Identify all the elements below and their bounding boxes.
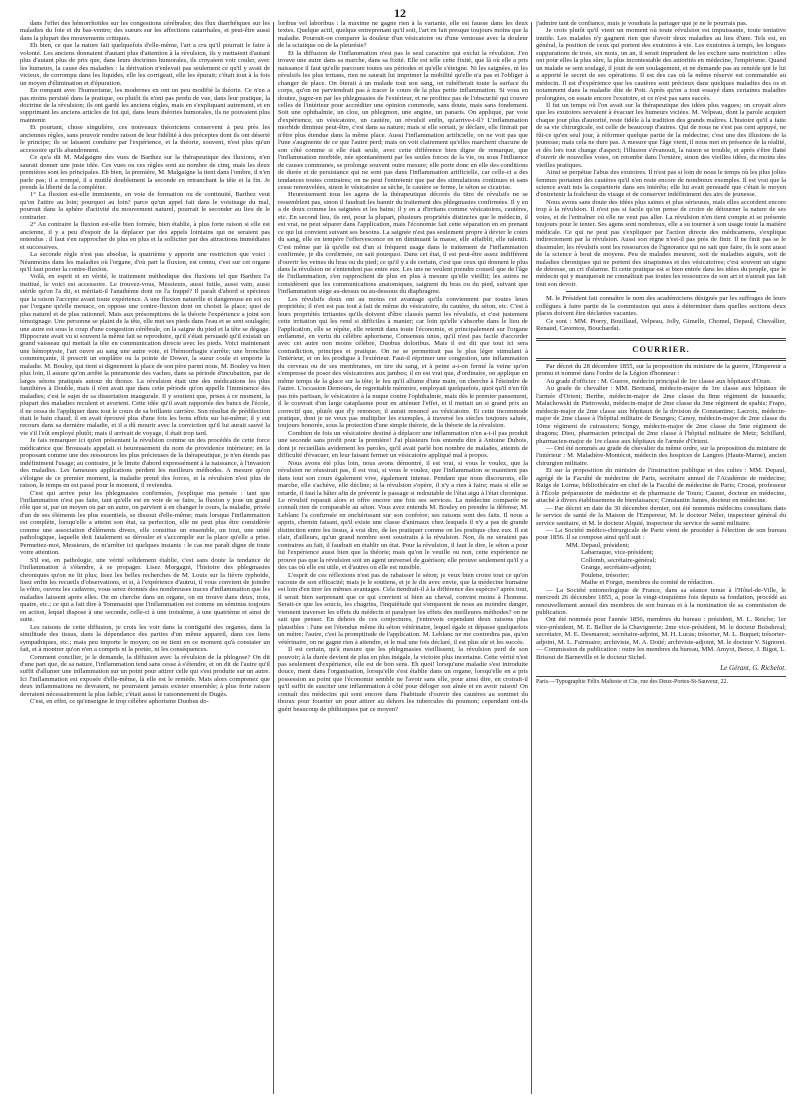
paragraph: Les révulsifs doux ont au moins cet avantage qu'ils conviennent par toutes leurs propriétés; il n'en est pas tout à fait de même du vésicatoire, du cautère, du séton, etc. C'est à leurs propriétés irritantes qu'ils doivent d'être classés parmi les révulsifs, et c'est justement cette irritation qui les rend si difficiles à manier; car loin qu'elle s'absorbe dans le lieu de l'application, elle se répète, elle retentit dans toute l'économie, et principalement sur l'organe enflammé, en vertu du célèbre aphorisme, Consensus unus, qu'il n'est pas facile d'accorder avec cet autre non moins célèbre, Duobus doloribus. Mais il est dit que tout ici sera contradiction, principes et pratique. On ne se permettrait pas le plus léger stimulant à l'intérieur, et on les prodigue à l'extérieur. Faut-il réprimer une congestion, une inflammation du cerveau ou de ses membranes, on tire du sang, et à peine a-t-on fermé la veine qu'on s'empresse de poser des vésicatoires aux jambes; il en est vrai que, d'ordinaire, on applique en même temps de la glace sur la tête; le feu qu'il allume d'une main, on cherche à l'éteindre de l'autre. L'occasion Demours, de regrettable mémoire, employait quelquefois, quoi qu'il n'en fût pas très partisan, le vésicatoire à la nuque contre l'ophthalmie, mais dès le premier pansement, il le couvrait d'un large cataplasme pour en atténuer l'effet, et il mettait un si grand prix au correctif que, plutôt que d'y renoncer, il aurait renoncé au vésicatoire. Et cette incommode pratique, dont je ne veux pas multiplier les exemples, à traversé les siècles toujours saluée, toujours honorée, sous la protection d'une simple théorie, de la théorie de la révulsion. <box>278 295 528 430</box>
page-number: 12 <box>394 6 406 20</box>
commission-members: Ce sont : MM. Piorry, Bouillaud, Velpeau, Jolly, Gimelle, Chomel, Depaul, Chevallier, Renaud, Caventou, Bouchardat. <box>536 317 786 333</box>
paragraph: j'admire tant de confiance, mais je voudrais la partager que je ne le pourrais pas. <box>536 20 748 27</box>
paragraph: S'il est, en pathologie, une vérité solidement établie, c'est sans doute la tendance de l'inflammation à s'étendre, à se propager. Lisez Morgagni, l'histoire des phlegmasies chroniques qu'on ne lit plus; lisez les belles recherches de M. Louis sur la fièvre typhoïde, lisez enfin les recueils d'observations, et si, à l'expérience d'autrui, il vous convient de joindre la vôtre, ouvrez les cadavres, vous serez étonnés des nombreuses traces d'inflammation que les maladies laissent après elles. On en cherche dans un organe, on en trouve dans deux, trois, quatre, etc.; ce qui a fait dire à Tommasini que l'inflammation est comme un séminus toujours en action, lequel dispose à une seconde, celle-ci à une troisième, à une quatrième et ainsi de suite. <box>20 556 270 624</box>
paragraph: Au grade d'officier : M. Guerre, médecin principal de 1re classe aux hôpitaux d'Oran. <box>546 377 772 385</box>
gerant-signature: Le Gérant, G. Richelot. <box>720 664 786 673</box>
bureau-member: Poulene, trésorier; <box>581 571 630 579</box>
paragraph: Les raisons de cette diffusion, je crois les voir dans la contiguïté des organes, dans la similitude des tissus, dans la dépendance des parties d'un même appareil, dans ces liens sympathiques, etc.; mais peu importe le moyen; on ne tient en ce moment qu'à constater un fait, et à montrer qu'on n'en a compris ni la portée, ni les conséquences. <box>20 623 270 654</box>
section-title-courrier: COURRIER. <box>632 343 690 354</box>
paragraph: Nous avons été plus loin, nous avons démontré, il est vrai, si vous le voulez, que la révulsion ne réussirait pas, il est vrai, si vous le voulez, que l'inflammation se maintient pas dans tout son cours également vive, également intense. Pendant que nous discourons, elle marche, elle s'achève, elle décline; si la révulsion s'opère, il n'y a rien à faire; mais si elle se retarde, il faut la hâter afin de prévenir le passage si redoutable de l'état aigu à l'état chronique. Le révulsif reparait alors et offre encore une fois ses services. La médecine comparée ne connaît rien de comparable au séton. Vous avez entendu M. Bouley en prendre la défense; M. Leblanc l'a confirmée en enchérissant sur son confrère; ses raisons sont des faits. Il nous a appris, chemin faisant, qu'il existe une classe d'animaux chez lesquels il n'y a pas de grande distinction entre les tissus, à vrai dire, de les pratiquer comme on les pratique chez eux. Il est clair, d'ailleurs, qu'un grand nombre sont soustraits à la révulsion. Non, ils ne seraient pas contraires au fait, il faudrait en établir un état. Pour la révulsion, il faut le dire, le séton a pour lui l'expérience aussi bien que la théorie; mais qu'on le veuille ou non, cette expérience ne prouve pas que la révulsion soit un agent universel de guérison; elle prouve seulement qu'il y a des cas où elle est utile, et d'autres où elle est nuisible. <box>278 459 528 572</box>
paragraph: Ainsi se perpétue l'abus des exutoires. Il n'est pas si loin de nous le temps où les plus jolies femmes portaient des cautères qu'il n'en reste encore de nombreux exemples. Il est vrai que la science avait mis la coquetterie dans ses intérêts; elle lui avait persuadé que c'était le moyen d'entretenir la fraîcheur du visage et de conserver indéfiniment des airs de jeunesse. <box>536 169 786 199</box>
paragraph: — La Société entomologique de France, dans sa séance tenue à l'Hôtel-de-Ville, le mercredi 26 décembre 1855, a, pour la vingt-cinquième fois depuis sa fondation, procédé au renouvellement annuel des membres de son bureau et à la nomination de sa commission de publication. <box>536 586 786 616</box>
paragraph: dans l'effet des hémorrhoïdes sur les congestions cérébrales; des flux diarrhéiques sur les maladies du foie et du bas-ventre; des sueurs sur les affections catarrhales, et peut-être aussi dans la plupart des mouvements critiques. <box>20 20 270 42</box>
bureau-member: MM. Depaul, président; <box>566 541 630 549</box>
column-middle <box>278 20 528 1098</box>
paragraph: Et pourtant, chose singulière, ces nouveaux théoriciens conservent à peu près les anciennes règles, sans pouvoir rendre raison de leur fidélité à des préceptes dont ils ont déserté le principe; ils se laissent conduire par l'expérience, et la théorie, souvent, n'est plus qu'un accessoire qu'ils abandonnent. <box>20 124 270 154</box>
column-right <box>536 20 786 1098</box>
paragraph: Par décret du 28 décembre 1855, sur la proposition du ministre de la guerre, l'Empereur a promu et nommé dans l'ordre de la Légion d'honneur : <box>536 363 786 378</box>
column-rule-right <box>531 22 532 1094</box>
paragraph: Et la diffusion de l'inflammation n'est pas le seul caractère qui exclut la révulsion. J'en trouve une autre dans sa marche, dans sa fixité. Elle est telle cette fixité, que là où elle a pris naissance il faut qu'elle parcoure toutes ses périodes et qu'elle s'éteigne. Ni les saignées, ni les révulsifs les plus irritans, rien ne saurait lui imprimer la mobilité qu'elle n'a pas et l'obliger à changer de place. On ôterait à un malade tout son sang, on rubéfierait toute la surface du corps, qu'on ne parviendrait pas à tracer le cours de la plus petite inflammation. Si vous en doutez, jugez-en par les phlegmasies de l'extérieur, et ne profitez pas de l'obscurité qui couvre celles de l'intérieur pour accréditer une opinion commode, sans doute, mais sans fondement. Soit une ophthalmie, un clou, un phlegmon, une angine, un panaris. On applique, par voie d'expérience, un vésicatoire, un cautère, un révulsif enfin, qu'arrive-t-il? L'inflammation morbide diminue peut-être, c'est dans sa nature; mais si elle sortait, je déclare, elle finirait par n'être plus étendue dans la même place. Aussi l'inflammation artificielle, on ne voit pas que l'une s'augmente de ce que l'autre perd; mais on voit clairement qu'elles marchent chacune de son côté comme si elle était seule, avec cette différence bien digne de remarque, que l'inflammation morbide, née spontanément par les seules forces de la vie, ou sous l'influence de causes communes, se prolonge souvent outre mesure; elle porte donc en elle des conditions de durée et de persistance qui ne sont pas dans l'inflammation artificielle, car celle-ci a des tendances toutes contraires; on ne peut l'entretenir que par des stimulations continues et sans cesse renouvelées, sinon le vésicatoire se sèche, le cautère se ferme, le séton se cicatrise. <box>278 49 528 191</box>
paragraph: Combien de fois un vésicatoire destiné à déplacer une inflammation n'en a-t-il pas produit une seconde sans profit pour la première! J'ai plusieurs fois entendu dire à Antoine Dubois, dont je recueillais avidement les paroles, qu'il avait parlé bon nombre de malades, atteints de difficulté d'évacuer, en leur faisant fermer un vésicatoire appliqué mal à propos. <box>278 429 528 460</box>
column-rule-left <box>273 22 274 1094</box>
paragraph: Ce qu'a dit M. Malgaigne des vues de Barthez sur la thérapeutique des fluxions, n'en saurait donner une juste idée. Ces vues ou ces règles sont au nombre de cinq, mais les deux premières sont les principales. Eh bien, la première, M. Malgaigne la tient dans l'ombre, il n'en parle pas; il a trompé, il a mutilé doublement la seconde en retranchant la tête et la fin. Je prends la liberté de la compléter. <box>20 154 270 191</box>
double-separator <box>536 358 786 361</box>
paragraph: — Par décret en date du 30 décembre dernier, ont été nommés médecins consultans dans le service de santé de la Maison de l'Empereur, M. le docteur Néler, inspecteur général du service sanitaire, et M. le docteur Alquié, inspecteur du service de santé militaire. <box>536 504 786 527</box>
paragraph: La seconde règle n'est pas absolue, la quatrième y apporte une restriction que voici : Néanmoins dans les maladies où l'organe, d'où part la fluxion, est connu, c'est sur cet organe qu'il faut porter la contre-fluxion. <box>20 251 270 273</box>
paragraph: Et sur la proposition du ministre de l'instruction publique et des cultes : MM. Depaul, agrégé de la Faculté de médecine de Paris, secrétaire annuel de l'Académie de médecine; Raige de Lorme, bibliothécaire en chef de la Faculté de médecine de Paris; Crozat, professeur à l'École préparatoire de médecine et de pharmacie de Tours; Caunet, docteur en médecine, attaché à divers établissemens de bienfaisance; Constantin James, docteur en médecine. <box>536 467 786 505</box>
paragraph: Voilà, en esprit et en vérité, le traitement méthodique des fluxions tel que Barthez l'a institué, le voici est accessoire. Le trouvez-vous, Messieurs, aussi futile, aussi vain, aussi stérile qu'on l'a dit, et méritait-il l'anathème dont on l'a frappé? Il paraît d'abord si spécieux que la raison l'accepte avant toute expérience. A une fluxion naturelle et dangereuse en soi ou par l'organe qu'elle menace, on oppose une contre-fluxion dont on choisit la place; quoi de plus naturel et de plus rationnel. Mais aux présomptions de la théorie l'expérience a joint son témoignage. Une personne se plaint de la tête, elle met ses pieds dans l'eau et se sent soulagée; une autre est sous le coup d'une congestion cérébrale, on la saigne du pied et la tête se dégage. Hippocrate avait vu si souvent la même fait se reproduire, qu'il s'était persuadé qu'il existait un grand vaisseau qui mettait la tête en communication directe avec les pieds. Voici maintenant une hémoptysie, l'art ouvre au sang une autre voie, et l'hémorrhagie s'arrête; une bronchite commençante, il prescrit un emplâtre ou la pointe de Dower, la sueur coule et emporte la maladie. M. Bouley, qui tient si dignement la place de son père parmi nous, M. Bouley va bien plus loin, il assure qu'on arrête la pneumonie des vaches, dans sa période d'incubation, par de larges sétons pratiqués autour du thorax. La révulsion était une des médications les plus familières à Double, mais il n'en avait que dans cette période qu'on appelle l'imminence des maladies; c'est le sujet de sa dissertation inaugurale. Il y soutient que, prises à ce moment, la plupart des maladies reculent et avortent. Cette idée qu'il avait rapportée des bancs de l'école, il ne cessa de l'appliquer dans tout le cours de sa brillante carrière. Son résultat de prédilection était le bain chaud; il en avait éprouvé plus d'une fois les bons effets sur lui-même; il y eut recours dans sa dernière maladie, et il a dû mourir avec la conviction qu'il lui aurait sauvé la vie s'il l'eût employé plutôt; mais il arrivait de voyage, il était trop tard. <box>20 273 270 437</box>
paragraph: Au grade de chevalier : MM. Bertrand, médecin-major de 1re classe aux hôpitaux de l'armée d'Orient; Berthe, médecin-major de 2me classe du 8me régiment de hussards; Malachowski de Pietrowski, médecin-major de 2me classe du 3me régiment de spahis; Frapo, médecin-major de 2me classe aux hôpitaux de la division de Constantine; Lacroix, médecin-major de 2me classe à l'hôpital militaire de Bourges; Canoy, médecin-major de 2me classe du 10me régiment de cuirassiers; Songy, médecin-major de 2me classe du 5me régiment de dragons; Dieu, pharmacien principal de 2me classe à l'hôpital militaire de Metz; Schillard, pharmacien-major de 1re classe aux hôpitaux de l'armée d'Orient. <box>536 385 786 445</box>
paragraph: Eh bien, ce que la nature fait quelquefois d'elle-même, l'art a cru qu'il pourrait le faire à volonté. Les anciens donnaient d'autant plus d'attention à la révulsion, ils y mettaient d'autant plus d'autant plus de prix que, dans leurs doctrines humorales, ils croyaient voir couler, avec les humeurs, la cause des maladies : la dérivation n'enlevait pas seulement ce qu'il y avait de vicieux, de corrompu dans les liquides, elle les corrigeait, elle les épurait; c'était tout à la fois un moyen d'élimination et d'épuration. <box>20 42 270 87</box>
bureau-member: Maihe et Forget, membres du comité de rédaction. <box>581 579 714 587</box>
paragraph: Je fais remarquer ici qu'en présentant la révulsion comme un des procédés de cette force médicatrice que Broussais appelait si heureusement du nom de providence intérieure; en la proposant comme une des ressources les plus précieuses de la thérapeutique, je n'en étends pas indéfiniment l'usage; au contraire, je le limite d'abord expressément à la naissance, à l'invasion des maladies. Les fameuses applications perdent les meilleurs méthodes. A mesure qu'on s'éloigne de ce premier moment, la maladie prend des forces, et la révulsion n'est plus de raison, le temps en est passé pour le moment, il reviendra. <box>20 437 270 490</box>
paragraph: Il fut un temps où l'on avait sur la thérapeutique des idées plus vagues; on croyait alors que les exutoires servaient à évacuer les humeurs viciées. M. Velpeau, dont la parole acquiert chaque jour plus d'autorité, reste fidèle à la tradition des grands maîtres. L'histoire qu'il a faite de sa vie chirurgicale, est celle de beaucoup d'autres. Qui de nous ne s'est pas cent appuyé, ne fût-ce qu'en seul jour, à réformer quelque partie de la médecine; c'est une des illusions de la jeunesse; mais cela ne dure pas. A mesure que l'âge vient, il nous met en présence de la réalité, et dès lors tout change d'aspect; l'illusion s'évanouit, la raison se trouble, et après s'être flatté d'ouvrir de nouvelles voies, on retombe dans l'ornière, sinon des vieilles idées, du moins des vieilles pratiques. <box>536 101 786 169</box>
bureau-member: Collomb, secrétaire-général; <box>581 556 657 564</box>
president-announcement: M. le Président fait connaître le nom des académiciens désignés par les suffrages de leurs collègues à faire partie de la commission qui aura à déterminer dans quelles sections deux places doivent être déclarées vacantes. <box>536 295 786 318</box>
paragraph: Nous avons sans doute des idées plus saines et plus sérieuses, mais elles accordent encore trop à la révulsion. Il n'est pas si facile qu'on pense de croire de détourner la nature de ses voies, et de l'entraîner où elle ne veut pas aller. La révulsion n'en tient compte et se présente toujours pour le tenter. Ses agens sont nombreux, elle a su tourner à son usage toute la matière médicale. Ce qui ne peut pas s'expliquer par l'action directe des médicamens, s'explique indirectement par la révulsion. Aussi son règne n'est-il pas près de finir. Il ne finit pas se le dissimuler, les révulsifs sont les ressources de l'ignorance qui ne sait que faire, ils le sont aussi de la science à bout de moyens. Peu de malades meurent, soit de maladies aiguës, soit de maladies chroniques qui ne portent des sinapismes et des vésicatoires; c'est souvent un signe de détresse, un cri d'alarme. Et cette pratique est si bien entrée dans les idées du peuple, que le médecin qui y manquerait ne connaîtrait pas toutes les ressources de son art et n'aurait pas fait tout son devoir. <box>536 198 786 288</box>
paragraph: En rompant avec l'humorisme, les modernes en ont un peu modifié la théorie. Ce n'en a pas moins persisté dans la pratique, ou plutôt ils n'ont pas perdu de vue, dans leur pratique, la doctrine de la révulsion; ils ont gardé les anciens règles, mais en s'expliquant autrement, et en supprimant les anciens articles de foi qui, dans leurs théories humorales, ils ne pouvaient plus maintenir. <box>20 87 270 124</box>
paragraph: C'est qui arrive pour les phlegmasies confirmées, j'explique ma pensée : tant que l'inflammation n'est pas faite, tant qu'elle est en voie de se faire, la fluxion y joue un grand rôle que si, par un moyen ou par un autre, on parvient à en changer le cours, la maladie, privée d'un de ses éléments les plus essentiels, se dissout d'elle-même; mais lorsque l'inflammation est complète, lorsqu'elle a atteint son état, sa perfection, elle ne peut plus être considérée comme une association d'éléments divers, elle constitue un ensemble, un tout, une unité pathologique, laquelle doit fatalement se dérouler et s'accomplir sur la place qu'elle a prise. Permettez-moi, Messieurs, de m'arrêter ici quelques instants : le cas me paraît digne de toute votre attention. <box>20 489 270 557</box>
paragraph: 1° La fluxion est-elle imminente, en voie de formation ou de continuité, Barthez veut qu'on l'attire au loin; pourquoi au loin? parce qu'un appel fait dans le voisinage du mal, pourrait dans la sphère d'activité du mouvement naturel, pourrait le seconder au lieu de le contrarier. <box>20 191 270 221</box>
paragraph: 2° Au contraire la fluxion est-elle bien formée, bien établie, à plus forte raison si elle est ancienne, il y a peu d'espoir de la déplacer par des appels lointains qui ne seraient pas entendus : il faut s'en rapprocher de plus en plus et la solliciter par des attractions immédiates et successives. <box>20 221 270 251</box>
paragraph: Je crois plutôt qu'il vient un moment où toute révulsion est impuissante, toute tentative inutile. Les malades n'y gagnent rien que d'avoir deux maladies au lieu d'une. Tels est, en général, la position de ceux qui portent des exutoires à vie. Les exutoires à temps, les longues suppurations de trois, six mois, un an, il serait imprudent de les exclure sans restriction : elles ont pour elles la plus sûre, la plus incontestable des autorités en médecine, l'empirisme. Quand un malade se sent soulagé, il jouit de son soulagement, et ne demande pas au remède qui le lui a apporté le secret de ses opérations. Il est des cas où la même réserve est commandée au médecin. Il est d'expérience que les cautères sont précieux dans quelques maladies des os et notamment dans la maladie dite de Pott. Après qu'on a tout essayé dans certaines maladies prolongées, on essaie encore l'exutoire, et ce n'est pas sans succès. <box>536 27 786 102</box>
paragraph: Il est certain, qu'à mesure que les phlegmasies vieillissent, la révulsion perd de son pouvoir; à la durée devient de plus en plus inégale, la victoire plus incertaine. Cette vérité n'est pas seulement d'expérience, elle est de bon sens. Eh quoi! lorsqu'une maladie s'est introduite douce, ment dans l'organisation, lorsqu'elle s'est établie dans un organe, lorsqu'elle en a pris possession au point que l'économie semble ne l'avoir sans elle, pour ainsi dire, en croirait-il qu'il suffit de susciter une inflammation à côté pour déloger son aînée et en avoir raison! On connaît des médecins qui sont encore dans l'habitude d'ouvrir des cautères au sommet du thorax pour fouetter un pour attirer au dehors les tubercules du poumon; cependant ont-ils guéri beaucoup de phthisiques par ce moyen? <box>278 646 528 713</box>
paragraph: — Ont été nommés au grade de chevalier du même ordre, sur la proposition du ministre de l'intérieur : M. Maladière-Montécot, médecin des hospices de Langres (Haute-Marne), ancien chirurgien militaire. <box>536 445 786 467</box>
double-separator <box>536 338 786 341</box>
bureau-member: Grange, secrétaire-adjoint; <box>581 564 652 572</box>
column-left <box>20 20 270 1098</box>
paragraph: Ont été nommés pour l'année 1856, membres du bureau : président, M. L. Reiche; 1er vice-président, M. E. Bellier de la Chavignerie; 2me vice-président, M. le docteur Boisduval; secrétaire, M. E. Desmarest; secrétaire-adjoint, M. H. Lucas; trésorier, M. L. Buquet; trésorier-adjoint, M. L. Fairmaire; archiviste, M. A. Doüé; archiviste-adjoint, M. le docteur V. Signoret. — Commission de publication : outre les membres du bureau, MM. Amyot, Berce, J. Bigot, L. Brisout de Barneville et le docteur Sichel. <box>536 616 786 661</box>
printer-imprint: Paris.—Typographie Félix Malteste et Cie, rue des Deux-Portes-St-Sauveur, 22. <box>536 676 786 686</box>
paragraph: Heureusement tous les agens de la thérapeutique décorés du titre de révulsifs ne se ressemblent pas, sinon il faudrait les bannir du traitement des phlegmasies confirmées. Il y en a de doux comme les saignées et les bains; il y en a d'irritans comme vésicatoires, cautères, etc. En second lieu, ils ont, pour la plupart, plusieurs propriétés distinctes que le médecin, il est vrai, ne peut séparer dans l'application, mais l'économie fait cette séparation en en prenant ce qui lui convient suivant ses besoins. La saignée n'est pas seulement propre à dévier le cours du sang, elle en tempère l'effervescence en en diminuant la masse, elle affaiblit, elle ralentit. C'est même par là qu'elle est d'un si fréquent usage dans le traitement de l'inflammation confirmée, je dis confirmée, on sait pourquoi. Dans cet état, il est peut-être assez indifférent d'ouvrir les veines du bras ou du pied; ce qu'il y a de certain, c'est que ceux qui donnent le plus dans la révulsion ne s'entendent pas entre eux. Les uns ne veulent prendre conseil que de l'âge de l'inflammation, s'en rapprochent de plus en plus à mesure qu'elle vieillit; les autres ne considèrent que les communications anatomiques, saignent du bras ou du pied, suivant que l'inflammation siège au-dessus ou au-dessous du diaphragme. <box>278 191 528 296</box>
paragraph: loribus vel laboribus : la maxime ne gagne rien à la variante, elle est fausse dans les deux textes. Quelque actif, quelque entreprenant qu'il soit, l'art en fait presque toujours moins que la maladie. Pourrait-on comparer la douleur d'un vésicatoire ou d'une ventouse avec la douleur de la sciatique ou de la pleurésie? <box>278 20 528 50</box>
paragraph: Comment concilier, je le demande, la diffusion avec la révulsion de la phlogose? On dit d'une part que, de sa nature, l'inflammation tend sans cesse à s'étendre, et on dit de l'autre qu'il suffit d'allumer une inflammation sur un point pour attirer celle qui s'est produite sur un autre. Ici l'inflammation est exposée d'elle-même, là elle est le remède. Mais alors comprenez que deux inflammations ne devraient, ne pourraient jamais exister ensemble; à plus forte raison devraient nécessairement la plus faible; c'était aussi le raisonnement de Dugès. <box>20 653 270 698</box>
bureau-member: Labarraque, vice-président; <box>581 549 654 557</box>
separator <box>566 291 756 292</box>
paragraph: — La Société médico-chirurgicale de Paris vient de procéder à l'élection de son bureau pour 1856. Il se compose ainsi qu'il suit : <box>536 527 786 542</box>
paragraph: L'esprit de ces réflexions n'est pas de rabaisser le séton; je veux bien croire tout ce qu'on raconte de son efficacité; mais je le soutiens, et je le dis avec envie, que la médecine humaine est loin d'en tirer les mêmes avantages. Cela tiendrait-il à la différence des espèces? après tout, il serait bien surprenant que ce qui convient si bien au cheval, convint moins à l'homme. Serait-ce que les soucis, les chagrins, l'inquiétude qui s'emparent de nous au moindre danger, viennent traverser les effets du médecin et paralyser les effets des meilleures méthodes? on ne sait que penser. En dehors de ces conjectures, j'entrevois cependant deux raisons plus plausibles : l'une est l'étendue même du séton vétérinaire, lequel égale et dépasse quelquefois un mètre; l'autre, c'est la promptitude de l'application. M. Leblanc ne me contredira pas, qu'en vétérinaire, on ne gagne rien à attendre, et le mal une fois déclaré, il est plus sûr et les succès. <box>278 571 528 646</box>
paragraph: C'est, en effet, ce qu'enseigne le trop célèbre aphorisme Duobus do- <box>30 698 209 706</box>
